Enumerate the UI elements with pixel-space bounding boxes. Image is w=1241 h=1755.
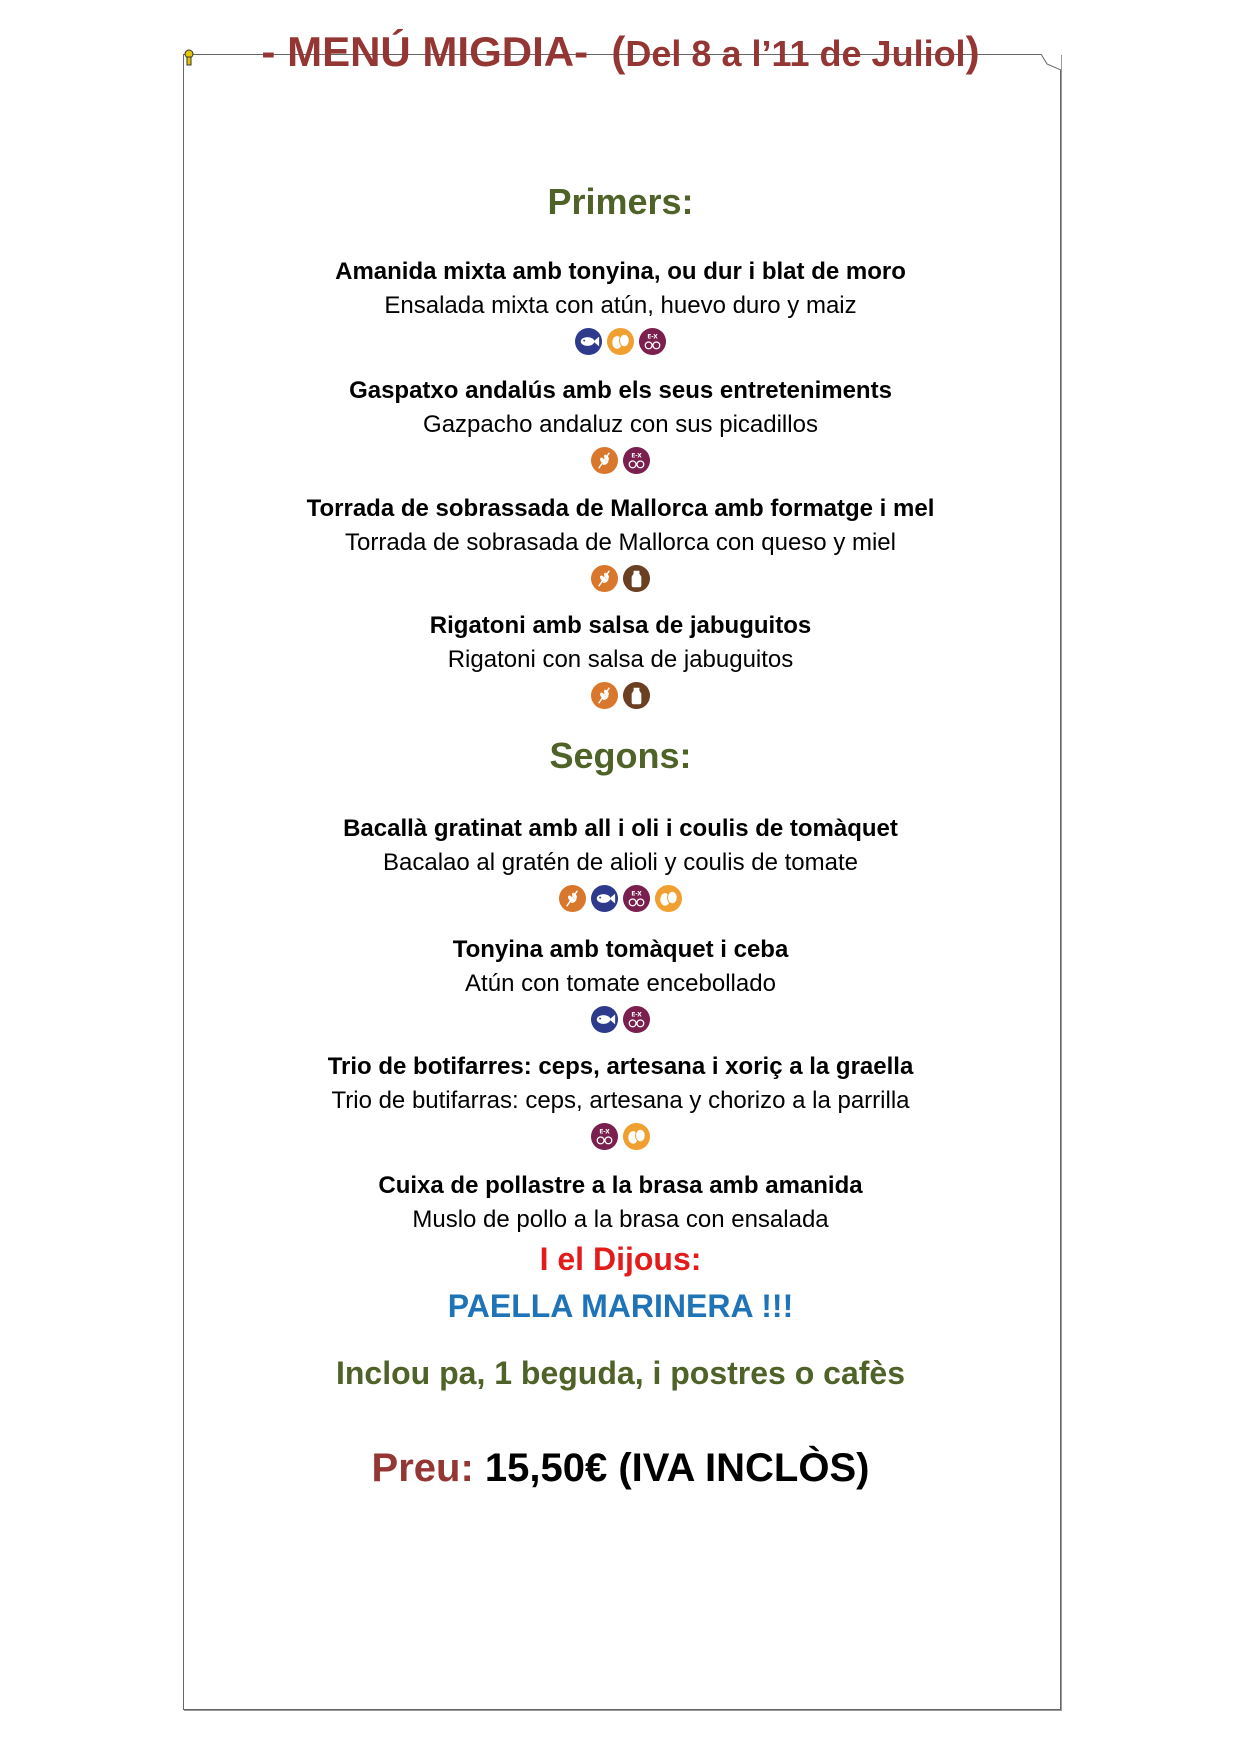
dish-name-catalan: Gaspatxo andalús amb els seus entreteniments xyxy=(349,377,892,404)
segon-dish xyxy=(0,812,1241,914)
svg-text:E-X: E-X xyxy=(631,891,642,898)
egg-icon xyxy=(654,884,683,913)
title-paren-open: ( xyxy=(611,28,626,75)
dish-name-catalan: Bacallà gratinat amb all i oli i coulis de tomàquet xyxy=(343,815,898,842)
price-label: Preu: xyxy=(371,1446,474,1490)
dish-name-catalan: Amanida mixta amb tonyina, ou dur i blat de moro xyxy=(335,258,906,285)
gluten-icon xyxy=(590,564,619,593)
menu-title-main: - MENÚ MIGDIA- xyxy=(261,28,589,75)
dijous-label: I el Dijous: xyxy=(539,1241,702,1277)
gluten-icon xyxy=(590,681,619,710)
egg-icon xyxy=(622,1122,651,1151)
title-paren-close: ) xyxy=(965,28,980,75)
dish-name-spanish: Muslo de pollo a la brasa con ensalada xyxy=(412,1206,829,1233)
segon-dish xyxy=(0,1050,1241,1152)
sulphites-icon xyxy=(622,446,651,475)
primer-dish xyxy=(0,374,1241,476)
segon-dish xyxy=(0,933,1241,1035)
primer-dish xyxy=(0,609,1241,711)
includes-text: Inclou pa, 1 beguda, i postres o cafès xyxy=(335,1355,906,1391)
dish-name-spanish: Atún con tomate encebollado xyxy=(465,970,776,997)
fish-icon xyxy=(590,884,619,913)
allergen-icons xyxy=(0,681,1241,711)
svg-text:E-X: E-X xyxy=(647,334,658,341)
fish-icon xyxy=(574,327,603,356)
allergen-icons xyxy=(0,1122,1241,1152)
sulphites-icon xyxy=(590,1122,619,1151)
allergen-icons xyxy=(0,327,1241,357)
dish-name-spanish: Torrada de sobrasada de Mallorca con queso y miel xyxy=(345,529,896,556)
fish-icon xyxy=(590,1005,619,1034)
dish-name-spanish: Ensalada mixta con atún, huevo duro y maiz xyxy=(384,292,857,319)
dish-name-catalan: Rigatoni amb salsa de jabuguitos xyxy=(429,612,812,639)
milk-icon xyxy=(622,681,651,710)
dish-name-spanish: Bacalao al gratén de alioli y coulis de tomate xyxy=(383,849,858,876)
allergen-icons xyxy=(0,884,1241,914)
segon-dish xyxy=(0,1169,1241,1237)
dish-name-spanish: Trio de butifarras: ceps, artesana y chorizo a la parrilla xyxy=(331,1087,910,1114)
price xyxy=(0,1446,1241,1491)
gluten-icon xyxy=(590,446,619,475)
allergen-icons xyxy=(0,446,1241,476)
price-value: 15,50€ (IVA INCLÒS) xyxy=(484,1446,870,1490)
allergen-icons xyxy=(0,1005,1241,1035)
menu-dates: Del 8 a l’11 de Juliol xyxy=(625,33,966,74)
milk-icon xyxy=(622,564,651,593)
primers-heading: Primers: xyxy=(547,181,694,222)
dish-name-spanish: Gazpacho andaluz con sus picadillos xyxy=(423,411,818,438)
dish-name-catalan: Tonyina amb tomàquet i ceba xyxy=(452,936,789,963)
allergen-icons xyxy=(0,564,1241,594)
dish-name-spanish: Rigatoni con salsa de jabuguitos xyxy=(447,646,794,673)
sulphites-icon xyxy=(638,327,667,356)
dijous-dish: PAELLA MARINERA !!! xyxy=(447,1288,794,1324)
svg-text:E-X: E-X xyxy=(599,1129,610,1136)
segons-heading: Segons: xyxy=(549,735,692,776)
primer-dish xyxy=(0,255,1241,357)
dish-name-catalan: Torrada de sobrassada de Mallorca amb formatge i mel xyxy=(306,495,935,522)
sulphites-icon xyxy=(622,884,651,913)
svg-text:E-X: E-X xyxy=(631,1012,642,1019)
egg-icon xyxy=(606,327,635,356)
sulphites-icon xyxy=(622,1005,651,1034)
menu-title xyxy=(0,28,1241,76)
svg-text:E-X: E-X xyxy=(631,453,642,460)
dish-name-catalan: Cuixa de pollastre a la brasa amb amanida xyxy=(378,1172,863,1199)
primer-dish xyxy=(0,492,1241,594)
dish-name-catalan: Trio de botifarres: ceps, artesana i xoriç a la graella xyxy=(327,1053,914,1080)
gluten-icon xyxy=(558,884,587,913)
